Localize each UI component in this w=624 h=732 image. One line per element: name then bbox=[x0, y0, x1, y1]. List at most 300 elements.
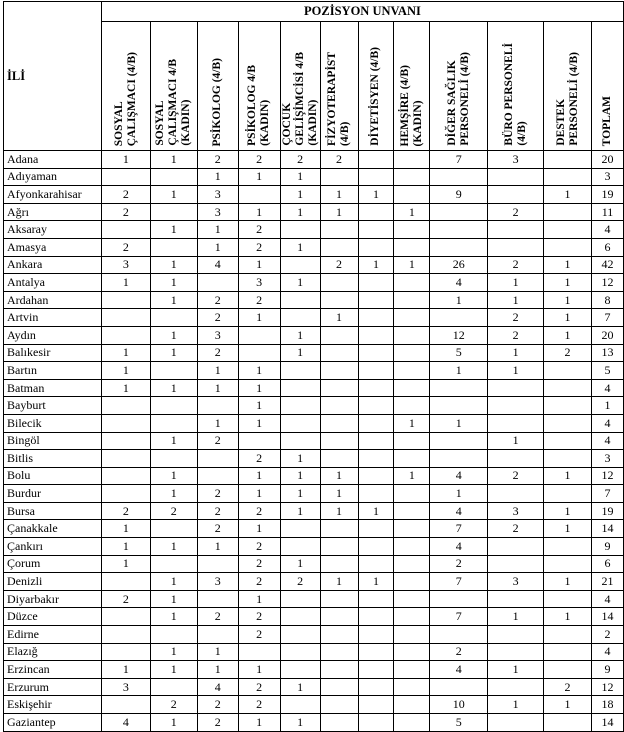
count-cell bbox=[320, 626, 358, 644]
count-cell bbox=[101, 168, 150, 186]
count-cell bbox=[320, 221, 358, 239]
table-row bbox=[4, 326, 624, 344]
count-cell: 2 bbox=[488, 256, 544, 274]
count-cell: 1 bbox=[544, 573, 592, 591]
count-cell: 1 bbox=[150, 291, 197, 309]
count-cell bbox=[320, 274, 358, 292]
count-cell: 2 bbox=[488, 203, 544, 221]
count-cell bbox=[280, 291, 320, 309]
count-cell bbox=[430, 678, 488, 696]
table-row bbox=[4, 538, 624, 556]
count-cell bbox=[150, 450, 197, 468]
count-cell bbox=[394, 696, 430, 714]
count-cell: 7 bbox=[430, 520, 488, 538]
column-header-label: PSİKOLOG (4/B) bbox=[211, 57, 224, 146]
total-cell: 8 bbox=[591, 291, 623, 309]
count-cell: 1 bbox=[101, 661, 150, 679]
count-cell bbox=[101, 397, 150, 415]
count-cell: 1 bbox=[197, 168, 238, 186]
count-cell: 1 bbox=[150, 326, 197, 344]
count-cell: 2 bbox=[197, 502, 238, 520]
province-name: Bayburt bbox=[4, 397, 102, 415]
count-cell bbox=[544, 450, 592, 468]
count-cell: 1 bbox=[544, 326, 592, 344]
count-cell bbox=[320, 555, 358, 573]
total-cell: 7 bbox=[591, 485, 623, 503]
count-cell bbox=[488, 186, 544, 204]
count-cell: 1 bbox=[197, 643, 238, 661]
count-cell bbox=[394, 538, 430, 556]
count-cell bbox=[488, 414, 544, 432]
column-header bbox=[358, 22, 394, 151]
count-cell: 1 bbox=[280, 203, 320, 221]
count-cell: 1 bbox=[150, 221, 197, 239]
total-cell: 3 bbox=[591, 168, 623, 186]
count-cell bbox=[394, 608, 430, 626]
total-cell: 19 bbox=[591, 186, 623, 204]
count-cell bbox=[430, 203, 488, 221]
province-name: Eskişehir bbox=[4, 696, 102, 714]
count-cell bbox=[544, 379, 592, 397]
count-cell: 1 bbox=[238, 467, 280, 485]
column-header-label: DİYETİSYEN (4/B) bbox=[369, 47, 382, 146]
count-cell: 1 bbox=[280, 714, 320, 732]
column-header bbox=[544, 22, 592, 151]
count-cell: 1 bbox=[150, 485, 197, 503]
count-cell: 7 bbox=[430, 573, 488, 591]
count-cell: 1 bbox=[150, 643, 197, 661]
count-cell bbox=[150, 203, 197, 221]
count-cell bbox=[544, 362, 592, 380]
count-cell bbox=[150, 168, 197, 186]
count-cell bbox=[101, 573, 150, 591]
count-cell bbox=[101, 643, 150, 661]
count-cell bbox=[488, 221, 544, 239]
count-cell bbox=[358, 450, 394, 468]
count-cell bbox=[488, 238, 544, 256]
count-cell bbox=[544, 168, 592, 186]
count-cell bbox=[238, 326, 280, 344]
column-header-label: ÇOCUK GELİŞİMCİSİ 4/B (KADIN) bbox=[280, 52, 319, 146]
count-cell: 1 bbox=[488, 274, 544, 292]
count-cell: 2 bbox=[238, 221, 280, 239]
table-row bbox=[4, 502, 624, 520]
province-name: Bolu bbox=[4, 467, 102, 485]
count-cell: 9 bbox=[430, 186, 488, 204]
count-cell bbox=[544, 238, 592, 256]
count-cell: 1 bbox=[280, 344, 320, 362]
province-name: Diyarbakır bbox=[4, 590, 102, 608]
count-cell: 1 bbox=[280, 186, 320, 204]
count-cell bbox=[358, 414, 394, 432]
count-cell: 4 bbox=[197, 678, 238, 696]
province-name: Amasya bbox=[4, 238, 102, 256]
count-cell: 2 bbox=[238, 538, 280, 556]
count-cell: 5 bbox=[430, 344, 488, 362]
count-cell: 2 bbox=[101, 238, 150, 256]
count-cell: 1 bbox=[238, 661, 280, 679]
il-header: İLİ bbox=[4, 2, 102, 151]
count-cell: 1 bbox=[280, 450, 320, 468]
count-cell: 2 bbox=[238, 238, 280, 256]
count-cell bbox=[544, 221, 592, 239]
count-cell bbox=[280, 362, 320, 380]
count-cell: 2 bbox=[197, 696, 238, 714]
count-cell bbox=[358, 626, 394, 644]
count-cell bbox=[358, 520, 394, 538]
count-cell: 1 bbox=[280, 502, 320, 520]
count-cell: 1 bbox=[280, 326, 320, 344]
province-name: Erzincan bbox=[4, 661, 102, 679]
count-cell: 1 bbox=[394, 203, 430, 221]
province-name: Erzurum bbox=[4, 678, 102, 696]
count-cell bbox=[320, 643, 358, 661]
count-cell bbox=[430, 590, 488, 608]
total-cell: 18 bbox=[591, 696, 623, 714]
count-cell: 1 bbox=[238, 309, 280, 327]
count-cell bbox=[358, 168, 394, 186]
count-cell bbox=[488, 678, 544, 696]
count-cell: 1 bbox=[150, 379, 197, 397]
count-cell: 1 bbox=[280, 168, 320, 186]
total-cell: 4 bbox=[591, 643, 623, 661]
total-cell: 1 bbox=[591, 397, 623, 415]
count-cell bbox=[358, 362, 394, 380]
province-name: Edirne bbox=[4, 626, 102, 644]
count-cell: 5 bbox=[430, 714, 488, 732]
total-cell: 14 bbox=[591, 520, 623, 538]
count-cell bbox=[197, 274, 238, 292]
total-cell: 2 bbox=[591, 626, 623, 644]
count-cell bbox=[238, 432, 280, 450]
count-cell: 1 bbox=[101, 362, 150, 380]
column-header bbox=[150, 22, 197, 151]
total-cell: 12 bbox=[591, 467, 623, 485]
count-cell bbox=[358, 309, 394, 327]
count-cell: 1 bbox=[320, 573, 358, 591]
count-cell bbox=[280, 626, 320, 644]
count-cell: 1 bbox=[238, 203, 280, 221]
count-cell: 1 bbox=[150, 661, 197, 679]
count-cell: 1 bbox=[150, 186, 197, 204]
table-row bbox=[4, 608, 624, 626]
count-cell: 3 bbox=[488, 502, 544, 520]
province-name: Aksaray bbox=[4, 221, 102, 239]
count-cell: 1 bbox=[280, 274, 320, 292]
province-name: Adana bbox=[4, 151, 102, 169]
province-name: Balıkesir bbox=[4, 344, 102, 362]
count-cell bbox=[544, 432, 592, 450]
count-cell bbox=[150, 626, 197, 644]
count-cell bbox=[238, 186, 280, 204]
count-cell: 2 bbox=[101, 186, 150, 204]
count-cell bbox=[280, 432, 320, 450]
count-cell bbox=[488, 714, 544, 732]
total-cell: 9 bbox=[591, 538, 623, 556]
count-cell bbox=[394, 291, 430, 309]
count-cell: 1 bbox=[238, 397, 280, 415]
count-cell: 2 bbox=[238, 151, 280, 169]
count-cell: 1 bbox=[101, 274, 150, 292]
count-cell: 3 bbox=[197, 573, 238, 591]
count-cell bbox=[394, 555, 430, 573]
count-cell bbox=[238, 344, 280, 362]
count-cell bbox=[394, 186, 430, 204]
count-cell: 1 bbox=[238, 414, 280, 432]
count-cell bbox=[238, 643, 280, 661]
column-header bbox=[238, 22, 280, 151]
count-cell bbox=[394, 573, 430, 591]
province-name: Burdur bbox=[4, 485, 102, 503]
count-cell bbox=[280, 397, 320, 415]
count-cell: 1 bbox=[280, 238, 320, 256]
count-cell: 1 bbox=[101, 538, 150, 556]
count-cell: 1 bbox=[197, 221, 238, 239]
count-cell bbox=[488, 626, 544, 644]
count-cell: 4 bbox=[430, 661, 488, 679]
count-cell bbox=[488, 555, 544, 573]
count-cell: 3 bbox=[101, 256, 150, 274]
count-cell: 26 bbox=[430, 256, 488, 274]
table-row bbox=[4, 309, 624, 327]
count-cell bbox=[280, 520, 320, 538]
count-cell: 1 bbox=[238, 379, 280, 397]
table-row bbox=[4, 291, 624, 309]
province-name: Çankırı bbox=[4, 538, 102, 556]
count-cell: 2 bbox=[238, 291, 280, 309]
count-cell: 3 bbox=[488, 573, 544, 591]
count-cell bbox=[197, 590, 238, 608]
count-cell: 1 bbox=[150, 467, 197, 485]
count-cell bbox=[197, 397, 238, 415]
count-cell: 4 bbox=[101, 714, 150, 732]
count-cell: 2 bbox=[488, 467, 544, 485]
count-cell bbox=[430, 309, 488, 327]
count-cell: 1 bbox=[238, 256, 280, 274]
count-cell bbox=[358, 643, 394, 661]
total-cell: 4 bbox=[591, 590, 623, 608]
count-cell bbox=[394, 661, 430, 679]
count-cell: 1 bbox=[488, 696, 544, 714]
count-cell bbox=[320, 326, 358, 344]
count-cell: 1 bbox=[101, 151, 150, 169]
count-cell bbox=[544, 661, 592, 679]
count-cell bbox=[394, 397, 430, 415]
count-cell: 1 bbox=[197, 538, 238, 556]
count-cell bbox=[320, 362, 358, 380]
count-cell bbox=[101, 414, 150, 432]
count-cell: 2 bbox=[238, 626, 280, 644]
count-cell bbox=[150, 397, 197, 415]
count-cell: 1 bbox=[238, 168, 280, 186]
count-cell bbox=[394, 520, 430, 538]
count-cell bbox=[280, 643, 320, 661]
table-row bbox=[4, 485, 624, 503]
count-cell: 2 bbox=[197, 151, 238, 169]
table-row bbox=[4, 203, 624, 221]
count-cell bbox=[358, 221, 394, 239]
count-cell: 2 bbox=[197, 485, 238, 503]
count-cell bbox=[544, 485, 592, 503]
count-cell bbox=[320, 168, 358, 186]
count-cell bbox=[358, 661, 394, 679]
total-cell: 9 bbox=[591, 661, 623, 679]
province-name: Denizli bbox=[4, 573, 102, 591]
table-row bbox=[4, 186, 624, 204]
table-row bbox=[4, 661, 624, 679]
count-cell bbox=[320, 379, 358, 397]
count-cell: 1 bbox=[150, 573, 197, 591]
count-cell: 1 bbox=[280, 485, 320, 503]
count-cell: 1 bbox=[358, 573, 394, 591]
count-cell: 2 bbox=[197, 714, 238, 732]
province-name: Adıyaman bbox=[4, 168, 102, 186]
count-cell: 3 bbox=[197, 203, 238, 221]
column-header bbox=[430, 22, 488, 151]
count-cell bbox=[394, 344, 430, 362]
table-row bbox=[4, 626, 624, 644]
column-header bbox=[320, 22, 358, 151]
count-cell bbox=[150, 414, 197, 432]
table-row bbox=[4, 643, 624, 661]
count-cell bbox=[101, 432, 150, 450]
count-cell: 1 bbox=[358, 186, 394, 204]
count-cell: 7 bbox=[430, 608, 488, 626]
count-cell bbox=[358, 467, 394, 485]
total-cell: 20 bbox=[591, 151, 623, 169]
count-cell bbox=[320, 661, 358, 679]
count-cell: 2 bbox=[197, 309, 238, 327]
province-name: Bilecik bbox=[4, 414, 102, 432]
count-cell bbox=[358, 714, 394, 732]
count-cell bbox=[101, 291, 150, 309]
count-cell: 2 bbox=[238, 502, 280, 520]
count-cell: 2 bbox=[488, 309, 544, 327]
count-cell bbox=[488, 450, 544, 468]
count-cell bbox=[280, 379, 320, 397]
count-cell bbox=[358, 379, 394, 397]
count-cell bbox=[320, 696, 358, 714]
table-row bbox=[4, 678, 624, 696]
count-cell: 1 bbox=[544, 186, 592, 204]
column-header bbox=[101, 22, 150, 151]
count-cell: 1 bbox=[358, 502, 394, 520]
total-cell: 14 bbox=[591, 714, 623, 732]
count-cell: 1 bbox=[430, 362, 488, 380]
count-cell bbox=[394, 714, 430, 732]
count-cell: 1 bbox=[544, 309, 592, 327]
column-header-label: PSİKOLOG 4/B (KADIN) bbox=[246, 65, 272, 146]
province-name: Afyonkarahisar bbox=[4, 186, 102, 204]
count-cell: 2 bbox=[101, 203, 150, 221]
count-cell bbox=[280, 590, 320, 608]
count-cell bbox=[394, 485, 430, 503]
count-cell bbox=[358, 485, 394, 503]
count-cell: 1 bbox=[394, 414, 430, 432]
count-cell: 1 bbox=[150, 590, 197, 608]
position-title-header: POZİSYON UNVANI bbox=[101, 2, 623, 22]
count-cell bbox=[101, 326, 150, 344]
count-cell: 1 bbox=[280, 678, 320, 696]
count-cell bbox=[488, 590, 544, 608]
table-row bbox=[4, 590, 624, 608]
column-header bbox=[394, 22, 430, 151]
count-cell: 1 bbox=[544, 608, 592, 626]
count-cell bbox=[280, 414, 320, 432]
count-cell bbox=[280, 661, 320, 679]
province-name: Ankara bbox=[4, 256, 102, 274]
count-cell bbox=[358, 555, 394, 573]
column-header bbox=[591, 22, 623, 151]
total-cell: 7 bbox=[591, 309, 623, 327]
province-name: Elazığ bbox=[4, 643, 102, 661]
count-cell: 1 bbox=[197, 661, 238, 679]
count-cell: 1 bbox=[320, 502, 358, 520]
table-row bbox=[4, 238, 624, 256]
province-name: Aydın bbox=[4, 326, 102, 344]
count-cell: 2 bbox=[197, 291, 238, 309]
count-cell: 2 bbox=[488, 520, 544, 538]
province-name: Batman bbox=[4, 379, 102, 397]
count-cell bbox=[358, 326, 394, 344]
count-cell bbox=[320, 520, 358, 538]
count-cell: 1 bbox=[544, 467, 592, 485]
count-cell: 2 bbox=[544, 344, 592, 362]
total-cell: 19 bbox=[591, 502, 623, 520]
count-cell bbox=[101, 467, 150, 485]
count-cell: 1 bbox=[150, 344, 197, 362]
count-cell bbox=[394, 274, 430, 292]
table-row bbox=[4, 467, 624, 485]
count-cell bbox=[544, 643, 592, 661]
count-cell bbox=[394, 432, 430, 450]
count-cell bbox=[320, 538, 358, 556]
table-row bbox=[4, 520, 624, 538]
count-cell: 1 bbox=[544, 291, 592, 309]
count-cell bbox=[280, 696, 320, 714]
province-name: Bursa bbox=[4, 502, 102, 520]
count-cell bbox=[358, 344, 394, 362]
count-cell: 1 bbox=[197, 414, 238, 432]
total-cell: 4 bbox=[591, 414, 623, 432]
count-cell bbox=[394, 379, 430, 397]
count-cell bbox=[197, 450, 238, 468]
table-row bbox=[4, 573, 624, 591]
count-cell bbox=[358, 203, 394, 221]
count-cell bbox=[150, 555, 197, 573]
count-cell bbox=[358, 291, 394, 309]
count-cell: 7 bbox=[430, 151, 488, 169]
count-cell: 2 bbox=[101, 502, 150, 520]
count-cell: 10 bbox=[430, 696, 488, 714]
count-cell: 3 bbox=[197, 186, 238, 204]
count-cell bbox=[320, 397, 358, 415]
province-name: Bingöl bbox=[4, 432, 102, 450]
count-cell bbox=[280, 538, 320, 556]
count-cell: 1 bbox=[150, 274, 197, 292]
province-name: Çanakkale bbox=[4, 520, 102, 538]
count-cell: 1 bbox=[280, 467, 320, 485]
count-cell bbox=[358, 678, 394, 696]
count-cell bbox=[430, 168, 488, 186]
province-name: Çorum bbox=[4, 555, 102, 573]
count-cell: 2 bbox=[150, 696, 197, 714]
count-cell: 2 bbox=[430, 555, 488, 573]
count-cell bbox=[320, 432, 358, 450]
table-row bbox=[4, 414, 624, 432]
count-cell: 2 bbox=[280, 151, 320, 169]
count-cell bbox=[358, 590, 394, 608]
